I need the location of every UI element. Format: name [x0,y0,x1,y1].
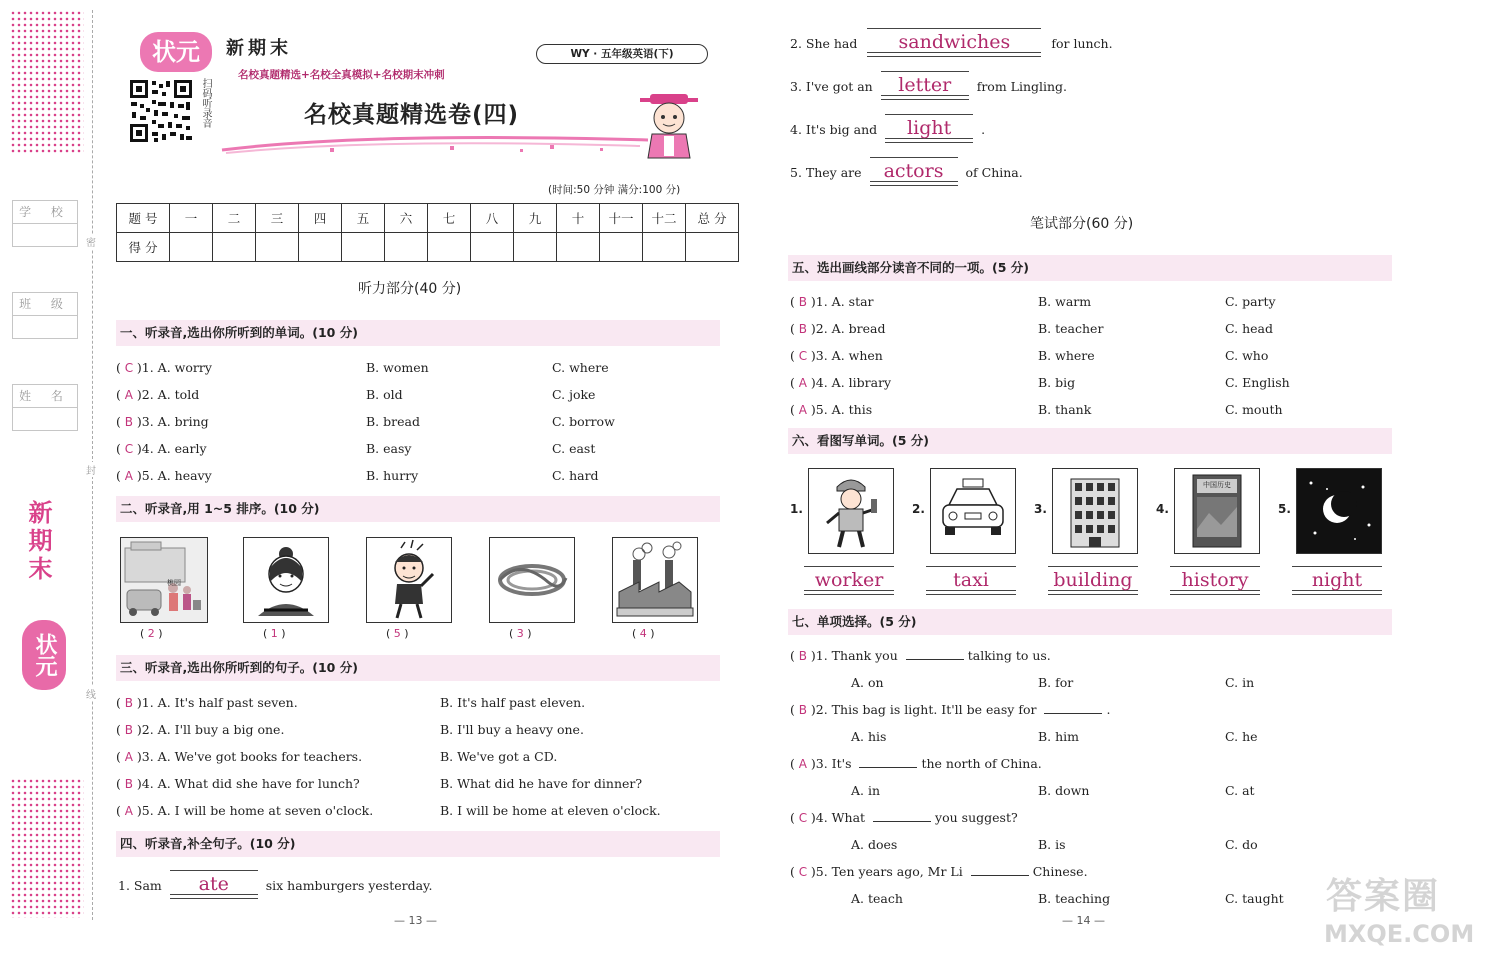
fill-item [118,874,432,895]
option-c: C. English [1225,375,1290,390]
page-number-left: — 13 — [394,914,437,927]
option-b: B. I will be home at eleven o'clock. [440,803,661,818]
question-text: 5. Ten years ago, Mr Li [815,864,963,879]
list-item: ( B )4. A. What did she have for lunch? B. What did he have for dinner? [116,770,716,797]
question-text-end: . [1106,702,1111,717]
score-input-cell[interactable] [600,233,643,262]
option-b: B. bread [366,414,420,429]
score-cell: 题 号 [117,204,170,233]
list-item: ( C )1. A. worry B. women C. where [116,354,716,381]
fill-prefix: 4. It's big and [790,122,878,137]
option-c: C. borrow [552,414,615,429]
answer-mark: A [798,757,807,771]
option-a: 3. A. We've got books for teachers. [141,749,363,764]
answer-mark: A [798,403,807,417]
section-7-title: 七、单项选择。(5 分) [788,609,1392,635]
section-7-list [790,642,1390,912]
score-input-cell[interactable] [342,233,385,262]
score-input-cell[interactable] [686,233,739,262]
score-cell: 六 [385,204,428,233]
score-cell: 四 [299,204,342,233]
fill-suffix: of China. [965,165,1023,180]
question-text-end: talking to us. [967,648,1051,663]
list-item: ( A )5. A. this B. thank C. mouth [790,396,1390,423]
option-c: C. do [1225,837,1258,852]
option-b: B. women [366,360,429,375]
option-a: 4. A. library [815,375,892,390]
page-title: 名校真题精选卷(四) [304,102,520,128]
option-b: B. hurry [366,468,419,483]
picture-girl [243,537,329,623]
options-row [790,885,1390,912]
list-item: ( A )3. A. We've got books for teachers. B. We've got a CD. [116,743,716,770]
watermark-url: MXQE.COM [1324,920,1475,948]
score-table-header-row [117,204,739,233]
option-c: C. who [1225,348,1269,363]
option-b: B. old [366,387,403,402]
picture-taxi [930,468,1016,554]
header-subtitle: 名校真题精选+名校全真模拟+名校期末冲刺 [238,69,445,81]
item-number: 5. [1278,502,1291,516]
option-b: B. him [1038,729,1080,744]
picture-history-book [1174,468,1260,554]
score-input-cell[interactable] [213,233,256,262]
fill-answer[interactable]: ate [170,874,258,895]
fill-suffix: . [981,122,986,137]
question-text: 1. Thank you [815,648,898,663]
watermark-logo: 答案圈 [1326,876,1441,917]
answer-blank[interactable] [1044,713,1102,714]
answer-mark: C [798,811,808,825]
seal-char-2: 封 [86,462,96,477]
picture-word-item [912,468,1022,600]
picture-word-item [1278,468,1388,600]
order-answer: 5 [393,627,401,640]
list-item: ( A )5. A. I will be home at seven o'clock. B. I will be home at eleven o'clock. [116,797,716,824]
answer-mark: B [124,723,133,737]
page-number-right: — 14 — [1062,914,1105,927]
item-number: 3. [1034,502,1047,516]
order-answers: ( 2 ) ( 1 ) ( 5 ) ( 3 ) ( 4 ) [140,627,655,640]
class-label: 班 级 [13,293,77,316]
score-input-cell[interactable] [428,233,471,262]
option-a: 1. A. star [815,294,874,309]
question-row: ( C )4. What you suggest? [790,804,1390,831]
time-info: (时间:50 分钟 满分:100 分) [548,184,681,196]
option-b: B. It's half past eleven. [440,695,586,710]
option-c: C. mouth [1225,402,1283,417]
item-number: 1. [790,502,803,516]
answer-mark: C [124,442,134,456]
option-b: B. We've got a CD. [440,749,558,764]
fill-item [790,161,1023,182]
picture-boy [366,537,452,623]
score-cell: 三 [256,204,299,233]
list-item: ( B )2. A. bread B. teacher C. head [790,315,1390,342]
list-item: ( B )1. A. star B. warm C. party [790,288,1390,315]
score-cell: 十 [557,204,600,233]
answer-mark: A [124,469,133,483]
score-input-cell[interactable] [170,233,213,262]
score-cell: 十二 [643,204,686,233]
section-3-list [116,689,716,824]
picture-word-answer[interactable]: history [1170,570,1260,591]
list-item: ( A )4. A. library B. big C. English [790,369,1390,396]
options-row [790,831,1390,858]
list-item: ( B )1. A. It's half past seven. B. It's half past eleven. [116,689,716,716]
options-row [790,723,1390,750]
series-title: 新期末 [226,38,292,59]
option-a: A. does [851,837,898,852]
answer-mark: B [798,295,807,309]
picture-rope [489,537,575,623]
picture-word-item [1156,468,1266,600]
option-a: 2. A. bread [815,321,886,336]
picture-building [1052,468,1138,554]
picture-word-item [790,468,900,600]
option-b: B. for [1038,675,1074,690]
list-item: ( A )5. A. heavy B. hurry C. hard [116,462,716,489]
option-a: A. on [851,675,884,690]
list-item: ( C )4. A. early B. easy C. east [116,435,716,462]
answer-blank[interactable] [873,821,931,822]
question-row: ( B )1. Thank you talking to us. [790,642,1390,669]
score-cell: 二 [213,204,256,233]
options-row [790,669,1390,696]
option-a: 4. A. early [141,441,207,456]
option-b: B. teaching [1038,891,1111,906]
section-6-title: 六、看图写单词。(5 分) [788,428,1392,454]
options-row [790,777,1390,804]
score-input-cell[interactable] [385,233,428,262]
question-text-end: the north of China. [921,756,1042,771]
option-b: B. thank [1038,402,1092,417]
answer-mark: A [124,388,133,402]
list-item: ( C )3. A. when B. where C. who [790,342,1390,369]
left-dot-pattern-top [10,10,84,155]
fill-suffix: for lunch. [1051,36,1113,51]
fill-answer[interactable]: sandwiches [867,32,1041,53]
order-answer: 3 [516,627,524,640]
score-input-cell[interactable] [643,233,686,262]
question-row: ( B )2. This bag is light. It'll be easy for . [790,696,1390,723]
section-1-list [116,354,716,489]
answer-mark: B [124,696,133,710]
answer-blank[interactable] [906,659,964,660]
name-label: 姓 名 [13,385,77,408]
option-a: 5. A. I will be home at seven o'clock. [141,803,374,818]
score-input-cell[interactable] [514,233,557,262]
school-field[interactable] [12,200,78,247]
grade-tag: WY · 五年级英语(下) [536,44,708,64]
score-cell: 十一 [600,204,643,233]
vertical-brand-text: 新期末 [24,500,52,584]
picture-word-answer[interactable]: building [1048,570,1138,591]
score-input-cell[interactable] [256,233,299,262]
option-a: 1. A. worry [141,360,212,375]
option-c: C. hard [552,468,599,483]
answer-mark: A [798,376,807,390]
list-item: ( B )2. A. I'll buy a big one. B. I'll buy a heavy one. [116,716,716,743]
fill-prefix: 3. I've got an [790,79,873,94]
picture-word-answer[interactable]: worker [804,570,894,591]
answer-mark: A [124,750,133,764]
order-answer: 2 [147,627,155,640]
seal-char-1: 密 [86,234,96,249]
option-c: C. east [552,441,596,456]
question-text-end: you suggest? [935,810,1018,825]
picture-factory [612,537,698,623]
picture-station [120,537,208,623]
answer-mark: B [798,322,807,336]
score-cell: 九 [514,204,557,233]
option-a: 2. A. I'll buy a big one. [141,722,285,737]
item-number: 2. [912,502,925,516]
option-a: 3. A. bring [141,414,209,429]
option-c: C. taught [1225,891,1284,906]
option-a: 5. A. this [815,402,873,417]
question-text: 3. It's [815,756,852,771]
answer-mark: B [798,649,807,663]
option-a: 3. A. when [815,348,883,363]
section-1-title: 一、听录音,选出你所听到的单词。(10 分) [116,320,720,346]
fill-prefix: 2. She had [790,36,858,51]
left-dot-pattern-bottom [10,778,84,918]
fill-item [790,118,985,139]
option-a: 2. A. told [141,387,200,402]
list-item: ( B )3. A. bring B. bread C. borrow [116,408,716,435]
option-c: C. where [552,360,609,375]
item-number: 4. [1156,502,1169,516]
score-cell: 一 [170,204,213,233]
option-a: 1. A. It's half past seven. [141,695,298,710]
answer-mark: C [798,349,808,363]
score-input-cell[interactable] [471,233,514,262]
book-cover-text: 中国历史 [1203,481,1231,489]
school-label: 学 校 [13,201,77,224]
title-swoosh [220,128,650,154]
score-table [116,203,739,262]
question-text-end: Chinese. [1032,864,1088,879]
picture-word-item [1034,468,1144,600]
score-row-label: 得 分 [117,233,170,262]
option-b: B. I'll buy a heavy one. [440,722,584,737]
brand-logo: 状元 [140,32,212,72]
scan-text: 扫码听录音 [200,78,211,128]
answer-mark: C [124,361,134,375]
answer-mark: A [124,804,133,818]
question-text: 4. What [815,810,866,825]
question-row: ( A )3. It's the north of China. [790,750,1390,777]
fill-answer[interactable]: actors [870,161,958,182]
score-cell: 七 [428,204,471,233]
fill-suffix: from Lingling. [976,79,1068,94]
class-field[interactable] [12,292,78,339]
section-2-title: 二、听录音,用 1~5 排序。(10 分) [116,496,720,522]
picture-night [1296,468,1382,554]
question-row: ( C )5. Ten years ago, Mr Li Chinese. [790,858,1390,885]
option-c: C. in [1225,675,1255,690]
vertical-brand-logo: 状元 [22,620,66,690]
fill-prefix: 1. Sam [118,878,162,893]
option-b: B. big [1038,375,1076,390]
fill-answer[interactable]: letter [881,75,969,96]
option-c: C. joke [552,387,596,402]
option-b: B. What did he have for dinner? [440,776,643,791]
cartoon-scholar [636,92,702,162]
order-answer: 4 [639,627,647,640]
option-b: B. where [1038,348,1095,363]
listening-title: 听力部分(40 分) [358,281,462,297]
writing-title: 笔试部分(60 分) [1030,216,1134,232]
option-b: B. teacher [1038,321,1104,336]
order-answer: 1 [270,627,278,640]
qr-code[interactable] [128,78,194,144]
seal-char-3: 线 [86,686,96,701]
answer-mark: B [798,703,807,717]
score-input-cell[interactable] [557,233,600,262]
list-item: ( A )2. A. told B. old C. joke [116,381,716,408]
option-c: C. party [1225,294,1276,309]
station-sign-text: 桃园 [167,579,181,587]
section-5-title: 五、选出画线部分读音不同的一项。(5 分) [788,255,1392,281]
fill-prefix: 5. They are [790,165,862,180]
option-c: C. at [1225,783,1255,798]
option-a: A. his [851,729,887,744]
option-b: B. down [1038,783,1090,798]
score-cell: 八 [471,204,514,233]
section-4-title: 四、听录音,补全句子。(10 分) [116,831,720,857]
fill-suffix: six hamburgers yesterday. [265,878,433,893]
answer-mark: B [124,777,133,791]
fill-item [790,75,1067,96]
fill-item [790,32,1113,53]
option-b: B. easy [366,441,412,456]
picture-word-answer[interactable]: taxi [926,570,1016,591]
picture-word-answer[interactable]: night [1292,570,1382,591]
answer-mark: B [124,415,133,429]
option-c: C. he [1225,729,1258,744]
option-a: 5. A. heavy [141,468,212,483]
name-field[interactable] [12,384,78,431]
fill-answer[interactable]: light [885,118,973,139]
answer-blank[interactable] [859,767,917,768]
score-cell: 总 分 [686,204,739,233]
score-cell: 五 [342,204,385,233]
option-b: B. warm [1038,294,1092,309]
section-3-title: 三、听录音,选出你所听到的句子。(10 分) [116,655,720,681]
answer-blank[interactable] [971,875,1029,876]
option-a: 4. A. What did she have for lunch? [141,776,360,791]
picture-worker [808,468,894,554]
score-table-score-row [117,233,739,262]
answer-mark: C [798,865,808,879]
option-a: A. teach [851,891,903,906]
option-c: C. head [1225,321,1273,336]
option-b: B. is [1038,837,1066,852]
question-text: 2. This bag is light. It'll be easy for [815,702,1037,717]
score-input-cell[interactable] [299,233,342,262]
section-5-list [790,288,1390,423]
option-a: A. in [851,783,881,798]
